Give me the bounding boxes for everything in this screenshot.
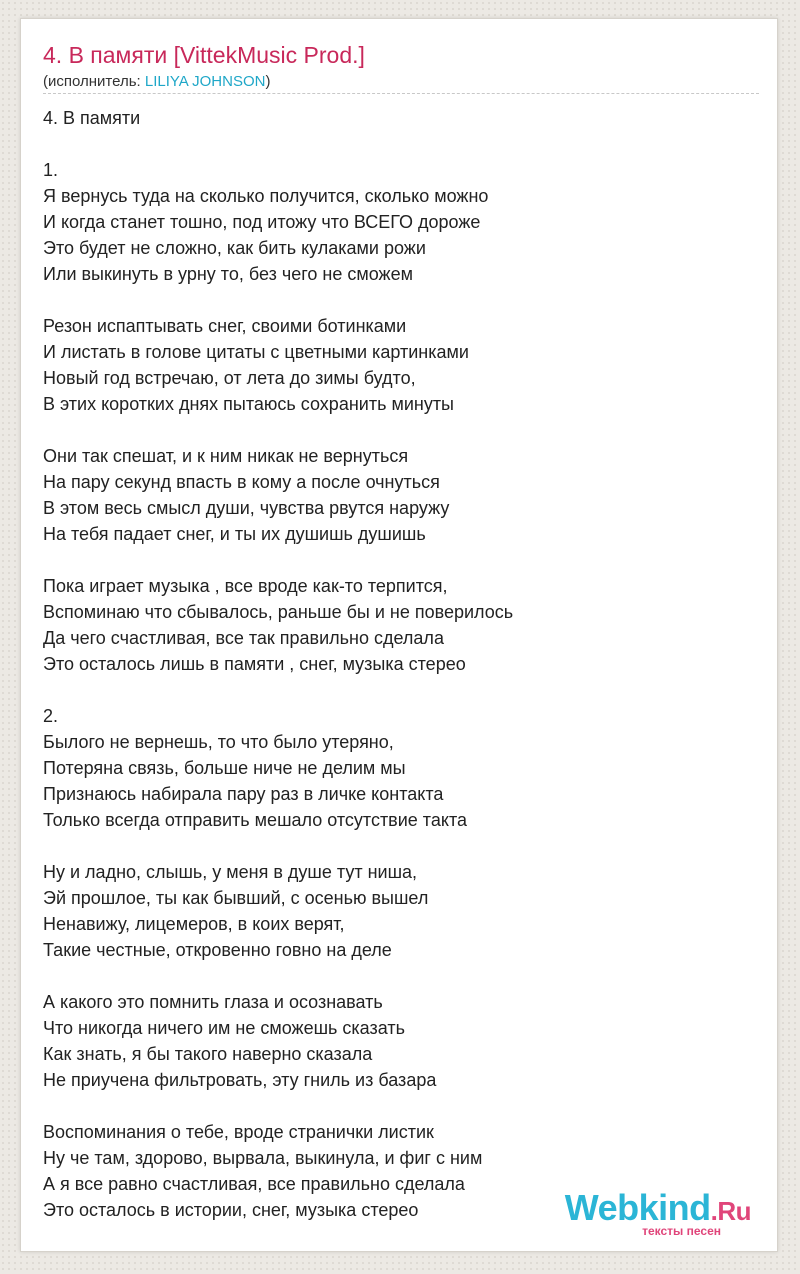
lyric-line bbox=[43, 1093, 513, 1119]
lyric-line bbox=[43, 417, 513, 443]
lyric-line: Да чего счастливая, все так правильно сделала bbox=[43, 628, 444, 648]
watermark-brand: Webkind bbox=[564, 1187, 711, 1228]
lyric-line bbox=[43, 677, 513, 703]
lyric-line: Ненавижу, лицемеров, в коих верят, bbox=[43, 914, 345, 934]
lyric-line: Воспоминания о тебе, вроде странички листик bbox=[43, 1122, 434, 1142]
artist-link[interactable]: LILIYA JOHNSON bbox=[144, 73, 266, 90]
watermark-tld: .Ru bbox=[710, 1196, 751, 1226]
lyric-line: Не приучена фильтровать, эту гниль из базара bbox=[43, 1070, 437, 1090]
artist-line bbox=[43, 73, 270, 91]
lyric-line: Резон испаптывать снег, своими ботинками bbox=[43, 316, 407, 336]
lyric-line: Такие честные, откровенно говно на деле bbox=[43, 940, 392, 960]
lyric-line: На пару секунд впасть в кому а после очнуться bbox=[43, 472, 440, 492]
lyric-line: На тебя падает снег, и ты их душишь душишь bbox=[43, 524, 426, 544]
lyric-line: Ну и ладно, слышь, у меня в душе тут ниша, bbox=[43, 862, 418, 882]
lyrics-card bbox=[20, 18, 778, 1252]
lyric-line: В этих коротких днях пытаюсь сохранить минуты bbox=[43, 394, 454, 414]
lyric-line: Я вернусь туда на сколько получится, сколько можно bbox=[43, 186, 489, 206]
artist-prefix: (исполнитель: bbox=[43, 73, 145, 90]
lyric-line: 4. В памяти bbox=[43, 108, 141, 128]
lyric-line: Это осталось лишь в памяти , снег, музыка стерео bbox=[43, 654, 466, 674]
lyric-line bbox=[43, 833, 513, 859]
lyric-line: Эй прошлое, ты как бывший, с осенью вышел bbox=[43, 888, 429, 908]
lyric-line bbox=[43, 547, 513, 573]
lyric-line: 1. bbox=[43, 160, 59, 180]
lyric-line: Ну че там, здорово, вырвала, выкинула, и фиг с ним bbox=[43, 1148, 483, 1168]
webkind-watermark bbox=[564, 1187, 751, 1238]
lyric-line: Признаюсь набирала пару раз в личке контакта bbox=[43, 784, 444, 804]
lyric-line: А я все равно счастливая, все правильно сделала bbox=[43, 1174, 465, 1194]
lyric-line bbox=[43, 131, 513, 157]
lyrics-text bbox=[43, 105, 513, 1223]
watermark-tagline: тексты песен bbox=[642, 1224, 721, 1238]
lyric-line: Вспоминаю что сбывалось, раньше бы и не поверилось bbox=[43, 602, 514, 622]
lyric-line: Или выкинуть в урну то, без чего не сможем bbox=[43, 264, 413, 284]
lyric-line: Пока играет музыка , все вроде как-то терпится, bbox=[43, 576, 448, 596]
lyric-line: А какого это помнить глаза и осознавать bbox=[43, 992, 383, 1012]
lyric-line: И когда станет тошно, под итожу что ВСЕГО дороже bbox=[43, 212, 481, 232]
lyric-line: Новый год встречаю, от лета до зимы будто, bbox=[43, 368, 416, 388]
song-title: 4. В памяти [VittekMusic Prod.] bbox=[43, 42, 365, 68]
lyric-line: Былого не вернешь, то что было утеряно, bbox=[43, 732, 394, 752]
lyric-line: Потеряна связь, больше ниче не делим мы bbox=[43, 758, 406, 778]
title-divider bbox=[43, 93, 759, 94]
lyric-line: Что никогда ничего им не сможешь сказать bbox=[43, 1018, 405, 1038]
artist-suffix: ) bbox=[265, 73, 271, 90]
lyric-line: Как знать, я бы такого наверно сказала bbox=[43, 1044, 373, 1064]
lyric-line bbox=[43, 963, 513, 989]
lyric-line: Это будет не сложно, как бить кулаками рожи bbox=[43, 238, 426, 258]
lyric-line: И листать в голове цитаты с цветными картинками bbox=[43, 342, 469, 362]
lyric-line bbox=[43, 287, 513, 313]
lyric-line: В этом весь смысл души, чувства рвутся наружу bbox=[43, 498, 450, 518]
lyric-line: 2. bbox=[43, 706, 59, 726]
lyric-line: Только всегда отправить мешало отсутствие такта bbox=[43, 810, 467, 830]
lyric-line: Они так спешат, и к ним никак не вернуться bbox=[43, 446, 409, 466]
lyric-line: Это осталось в истории, снег, музыка стерео bbox=[43, 1200, 419, 1220]
